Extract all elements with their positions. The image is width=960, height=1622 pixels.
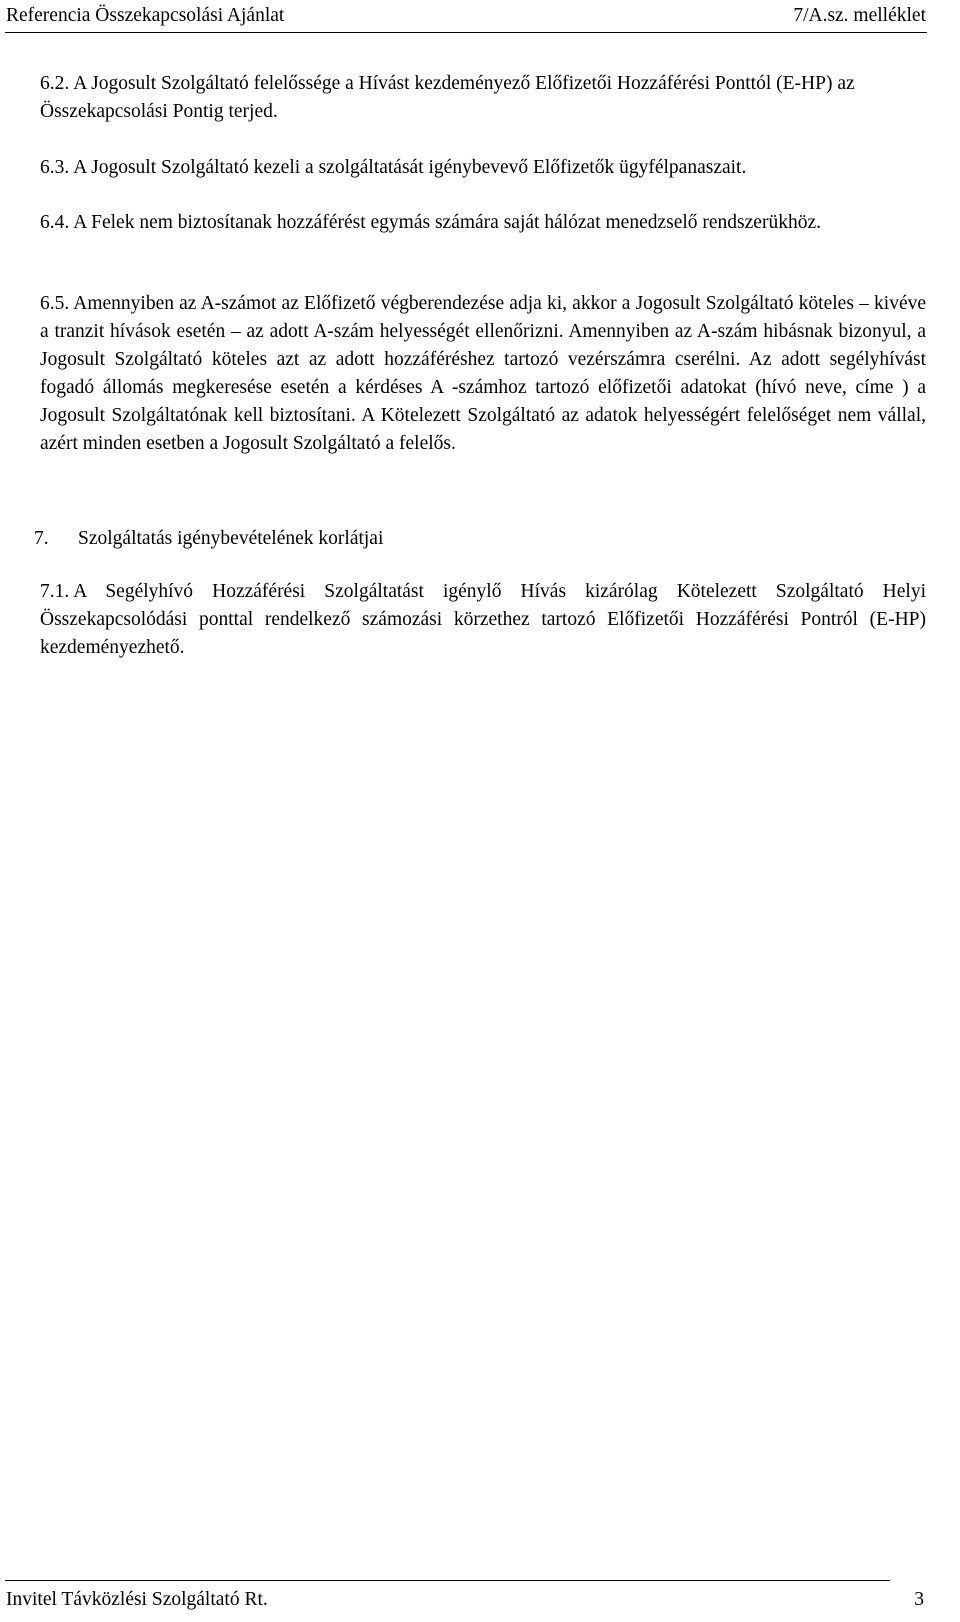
paragraph-number: 7.1. (40, 581, 70, 602)
paragraph-text: A Jogosult Szolgáltató felelőssége a Hívást kezdeményező Előfizetői Hozzáférési Ponttól (E-HP) az Összekapcsolási Pontig terjed. (40, 73, 855, 122)
footer-company-name: Invitel Távközlési Szolgáltató Rt. (6, 1589, 268, 1610)
paragraph-text: Amennyiben az A-számot az Előfizető végberendezése adja ki, akkor a Jogosult Szolgáltató köteles – kivéve a tranzit hívások esetén – az adott A-szám helyességét ellenőrizni. Amennyiben az A-szám hibásnak bizonyul, a Jogosult Szolgáltató köteles azt az adott hozzáféréshez tartozó vezérszámra cserélni. Az adott segélyhívást fogadó állomás megkeresése esetén a kérdéses A -számhoz tartozó előfizetői adatokat (hívó neve, címe ) a Jogosult Szolgáltatónak kell biztosítani. A Kötelezett Szolgáltató az adatok helyességért felelőséget nem vállal, azért minden esetben a Jogosult Szolgáltató a felelős. (40, 293, 926, 454)
paragraph-number: 6.4. (40, 212, 70, 233)
paragraph-number: 6.5. (40, 293, 70, 314)
paragraph-7-1 (40, 578, 926, 662)
header-annex-label: 7/A.sz. melléklet (793, 5, 926, 26)
paragraph-text: A Jogosult Szolgáltató kezeli a szolgáltatását igénybevevő Előfizetők ügyfélpanaszait. (73, 157, 747, 178)
section-number: 7. (34, 528, 49, 549)
paragraph-6-2 (40, 70, 926, 126)
section-title: Szolgáltatás igénybevételének korlátjai (78, 528, 384, 549)
footer-page-number: 3 (914, 1589, 924, 1610)
section-heading (34, 525, 383, 553)
paragraph-6-4 (40, 209, 926, 237)
paragraph-number: 6.2. (40, 73, 70, 94)
paragraph-6-3 (40, 154, 926, 182)
paragraph-number: 6.3. (40, 157, 70, 178)
page-header (5, 6, 927, 33)
paragraph-text: A Segélyhívó Hozzáférési Szolgáltatást igénylő Hívás kizárólag Kötelezett Szolgáltató Helyi Összekapcsolódási ponttal rendelkező számozási körzethez tartozó Előfizetői Hozzáférési Pontról (E-HP) kezdeményezhető. (40, 581, 926, 658)
header-document-title: Referencia Összekapcsolási Ajánlat (6, 5, 285, 26)
paragraph-6-5 (40, 290, 926, 458)
paragraph-text: A Felek nem biztosítanak hozzáférést egymás számára saját hálózat menedzselő rendszerükhöz. (73, 212, 821, 233)
footer-divider (5, 1580, 890, 1581)
